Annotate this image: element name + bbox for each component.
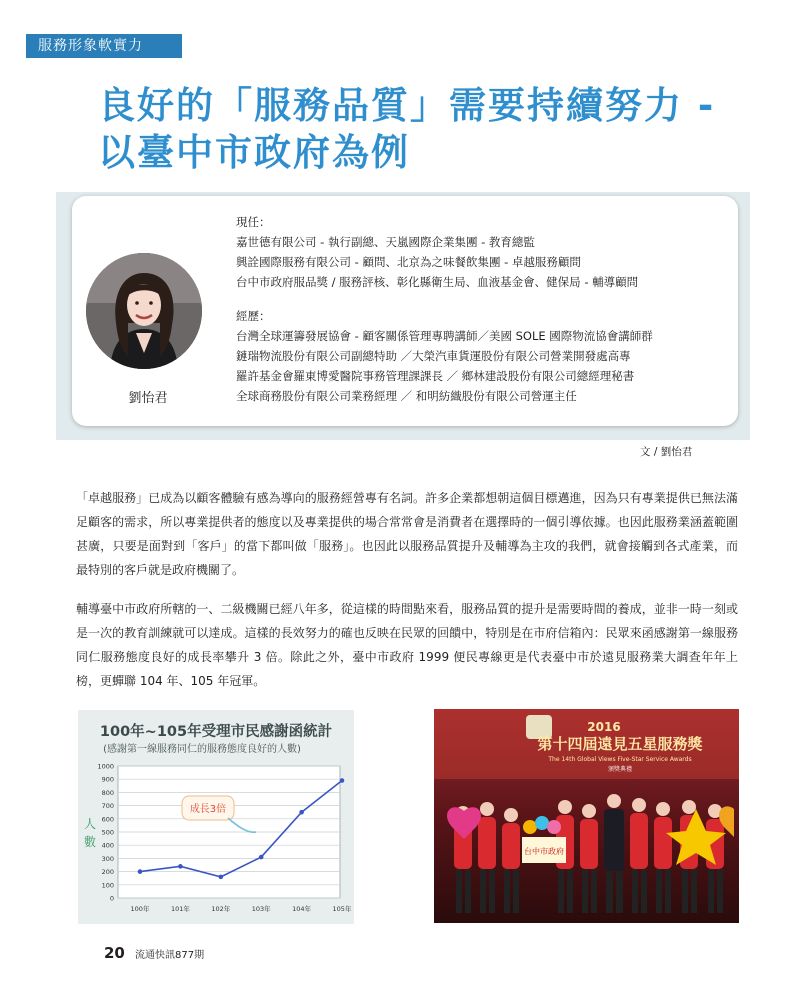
banner-title: 第十四屆遠見五星服務獎 <box>537 735 703 753</box>
chart-data-point <box>219 875 224 880</box>
past-position: 全球商務股份有限公司業務經理 ／ 和明紡織股份有限公司營運主任 <box>236 389 577 403</box>
body-paragraph-2: 輔導臺中市政府所轄的一、二級機關已經八年多，從這樣的時間點來看，服務品質的提升是需要時間的養成，並非一時一刻或是一次的教育訓練就可以達成。這樣的長效努力的確也反映在民眾的回饋中，特別是在市府信箱內：民眾來函感謝第一線服務同仁服務態度良好的成長率攀升 3 倍。除此之外，臺中市政府 1999 便民專線更是代表臺中市於遠見服務業大調查年年上榜，更蟬聯 104 年、105 年冠軍。 <box>76 602 738 688</box>
chart-y-tick-label: 500 <box>101 828 114 837</box>
chart-data-point <box>299 810 304 815</box>
chart-y-tick-label: 100 <box>101 881 114 890</box>
chart-x-ticks <box>131 904 352 913</box>
chart-y-tick-label: 300 <box>101 854 114 863</box>
chart-y-label-char: 數 <box>83 835 97 849</box>
chart-y-tick-label: 400 <box>101 841 114 850</box>
title-line-1: 良好的「服務品質」需要持續努力 - <box>98 84 716 127</box>
chart-y-tick-label: 200 <box>101 868 114 877</box>
banner-subtitle: The 14th Global Views Five-Star Service Awards <box>548 756 692 763</box>
sign-text: 台中市政府 <box>524 847 564 856</box>
chart-data-point <box>340 778 345 783</box>
chart-subtitle: (感謝第一線服務同仁的服務態度良好的人數) <box>103 744 301 755</box>
current-position: 興詮國際服務有限公司 - 顧問、北京為之味餐飲集團 - 卓越服務顧問 <box>236 255 581 269</box>
chart-x-tick-label: 104年 <box>292 905 312 913</box>
author-portrait <box>86 253 202 369</box>
chart-grid <box>118 766 340 898</box>
current-positions-heading: 現任： <box>236 215 271 229</box>
page-number: 20 <box>104 944 125 962</box>
chart-data-point <box>138 869 143 874</box>
chart-title: 100年~105年受理市民感謝函統計 <box>99 724 333 740</box>
chart-x-tick-label: 102年 <box>211 905 231 913</box>
chart-y-label <box>84 817 96 849</box>
chart-x-tick-label: 101年 <box>170 905 190 913</box>
current-position: 台中市政府服品獎 / 服務評核、彰化縣衛生局、血液基金會、健保局 - 輔導顧問 <box>236 275 639 289</box>
body-paragraph-1: 「卓越服務」已成為以顧客體驗有感為導向的服務經營專有名詞。許多企業都想朝這個目標邁進，因為只有專業提供已無法滿足顧客的需求，所以專業提供者的態度以及專業提供的場合常常會是消費者在選擇時的一個引導依據。也因此服務業涵蓋範圍甚廣，只要是面對到「客戶」的當下都叫做「服務」。也因此以服務品質提升及輔導為主攻的我們，就會接觸到各式產業，而最特別的客戶就是政府機關了。 <box>76 491 738 577</box>
chart-x-tick-label: 100年 <box>130 905 150 913</box>
award-photo-graphic <box>434 709 739 923</box>
article-byline: 文 / 劉怡君 <box>640 446 693 458</box>
past-position: 羅許基金會羅東博愛醫院事務管理課課長 ／ 鄉林建設股份有限公司總經理秘書 <box>236 369 635 383</box>
chart-y-tick-label: 800 <box>101 788 114 797</box>
chart-y-tick-label: 1000 <box>97 762 114 771</box>
chart-data-point <box>178 864 183 869</box>
title-line-2: 以臺中市政府為例 <box>98 131 410 174</box>
publication-name: 流通快訊877期 <box>135 950 205 961</box>
chart-y-tick-label: 0 <box>109 894 114 903</box>
banner-tag: 頒獎典禮 <box>607 766 633 773</box>
thank-you-letter-chart <box>78 710 354 924</box>
past-positions-heading: 經歷： <box>236 309 271 323</box>
banner-year: 2016 <box>587 720 621 734</box>
author-avatar <box>86 253 202 369</box>
past-position: 鏈瑞物流股份有限公司副總特助 ／大榮汽車貨運股份有限公司營業開發處高專 <box>236 349 631 363</box>
author-profile <box>236 212 736 406</box>
chart-data-point <box>259 855 264 860</box>
page-footer <box>104 944 204 962</box>
article-title <box>98 82 715 176</box>
chart-canvas <box>78 710 354 924</box>
chart-y-tick-label: 700 <box>101 802 114 811</box>
current-position: 嘉世德有限公司 - 執行副總、天嵐國際企業集團 - 教育總監 <box>236 235 535 249</box>
chart-annotation-text: 成長3倍 <box>189 804 227 815</box>
section-tag: 服務形象軟實力 <box>26 34 182 58</box>
chart-y-tick-label: 900 <box>101 775 114 784</box>
award-ceremony-photo <box>434 709 739 923</box>
chart-y-label-char: 人 <box>83 817 97 831</box>
past-position: 台灣全球運籌發展協會 - 顧客關係管理專聘講師／美國 SOLE 國際物流協會講師群 <box>236 329 653 343</box>
chart-y-tick-label: 600 <box>101 815 114 824</box>
chart-x-tick-label: 105年 <box>332 905 352 913</box>
chart-x-tick-label: 103年 <box>251 905 271 913</box>
author-name: 劉怡君 <box>128 391 168 406</box>
chart-y-ticks <box>97 763 114 903</box>
